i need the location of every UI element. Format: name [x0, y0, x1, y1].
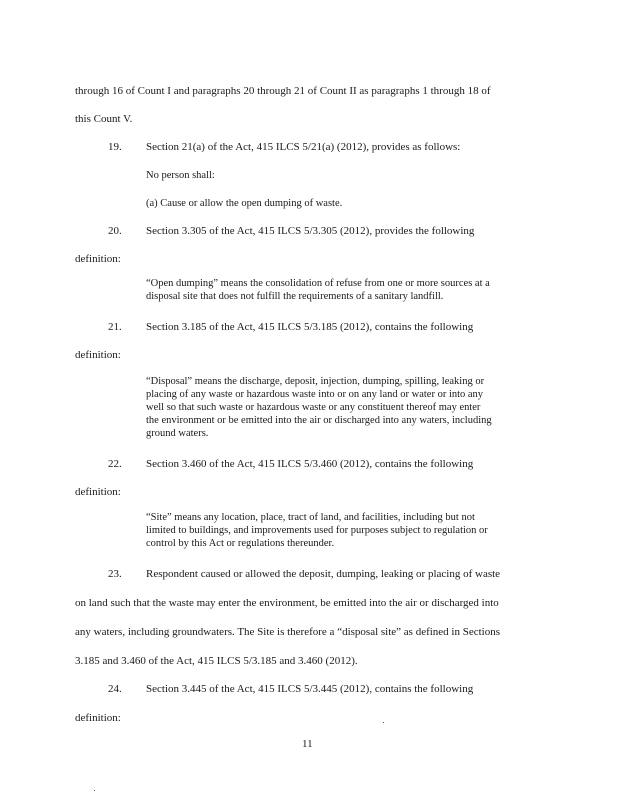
paragraph-number: 19. [108, 141, 122, 153]
quote-line: limited to buildings, and improvements used for purposes subject to regulation or [146, 525, 488, 536]
paragraph-text: Section 3.305 of the Act, 415 ILCS 5/3.305 (2012), provides the following [146, 225, 475, 237]
quote-line: placing of any waste or hazardous waste into or on any land or water or into any [146, 389, 484, 400]
quote-line: the environment or be emitted into the air or discharged into any waters, including [146, 415, 492, 426]
paragraph-text: Section 3.185 of the Act, 415 ILCS 5/3.185 (2012), contains the following [146, 321, 474, 333]
body-line: definition: [75, 253, 121, 265]
body-line: any waters, including groundwaters. The Site is therefore a “disposal site” as defined in Sections [75, 626, 501, 638]
scan-speck [94, 790, 95, 791]
paragraph-text: Section 3.460 of the Act, 415 ILCS 5/3.460 (2012), contains the following [146, 458, 474, 470]
quote-line: “Site” means any location, place, tract of land, and facilities, including but not [146, 512, 475, 523]
quote-line: ground waters. [146, 428, 209, 439]
paragraph-number: 22. [108, 458, 122, 470]
page-number: 11 [302, 738, 313, 750]
body-line: definition: [75, 486, 121, 498]
quoted-text: No person shall: [146, 170, 215, 181]
quoted-text: (a) Cause or allow the open dumping of waste. [146, 198, 343, 209]
paragraph-number: 23. [108, 568, 122, 580]
quote-line: “Open dumping” means the consolidation of refuse from one or more sources at a [146, 278, 490, 289]
body-line: definition: [75, 349, 121, 361]
scan-speck [383, 722, 384, 723]
quote-line: disposal site that does not fulfill the requirements of a sanitary landfill. [146, 291, 444, 302]
paragraph-text: Respondent caused or allowed the deposit, dumping, leaking or placing of waste [146, 568, 501, 580]
body-line: definition: [75, 712, 121, 724]
body-line: through 16 of Count I and paragraphs 20 through 21 of Count II as paragraphs 1 through 18 of [75, 85, 491, 97]
quote-line: control by this Act or regulations thereunder. [146, 538, 335, 549]
body-line: on land such that the waste may enter the environment, be emitted into the air or discharged into [75, 597, 499, 609]
paragraph-number: 24. [108, 683, 122, 695]
body-line: 3.185 and 3.460 of the Act, 415 ILCS 5/3.185 and 3.460 (2012). [75, 655, 358, 667]
paragraph-number: 20. [108, 225, 122, 237]
body-line: this Count V. [75, 113, 133, 125]
quote-line: well so that such waste or hazardous waste or any constituent thereof may enter [146, 402, 481, 413]
block-quote [146, 511, 488, 550]
quote-line: “Disposal” means the discharge, deposit, injection, dumping, spilling, leaking or [146, 376, 485, 387]
paragraph-number: 21. [108, 321, 122, 333]
paragraph-text: Section 3.445 of the Act, 415 ILCS 5/3.445 (2012), contains the following [146, 683, 474, 695]
paragraph-text: Section 21(a) of the Act, 415 ILCS 5/21(a) (2012), provides as follows: [146, 141, 461, 153]
block-quote [146, 277, 490, 303]
block-quote [146, 375, 492, 440]
